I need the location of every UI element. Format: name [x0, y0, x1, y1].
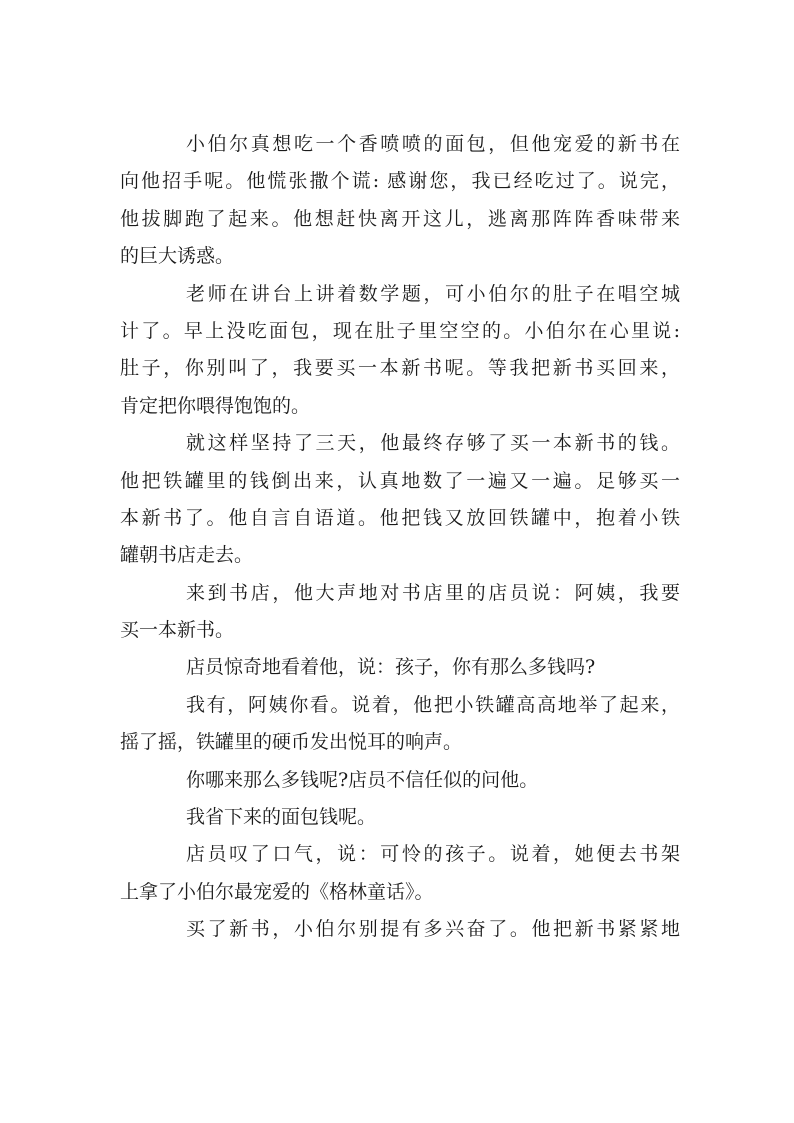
text-line: 上拿了小伯尔最宠爱的《格林童话》。 [120, 880, 434, 903]
story-text-block [120, 126, 680, 949]
text-line: 他拔脚跑了起来。他想赶快离开这儿，逃离那阵阵香味带来 [120, 207, 680, 230]
text-line: 本新书了。他自言自语道。他把钱又放回铁罐中，抱着小铁 [120, 506, 680, 529]
text-line: 他把铁罐里的钱倒出来，认真地数了一遍又一遍。足够买一 [120, 469, 680, 492]
text-line: 肚子，你别叫了，我要买一本新书呢。等我把新书买回来， [120, 357, 680, 380]
text-line: 计了。早上没吃面包，现在肚子里空空的。小伯尔在心里说: [120, 319, 680, 342]
text-line: 肯定把你喂得饱饱的。 [120, 394, 311, 417]
text-line: 买一本新书。 [120, 619, 235, 642]
text-line: 罐朝书店走去。 [120, 544, 254, 567]
text-line: 店员叹了口气，说：可怜的孩子。说着，她便去书架 [186, 843, 680, 866]
text-line: 店员惊奇地看着他，说：孩子，你有那么多钱吗? [186, 656, 596, 679]
text-line: 你哪来那么多钱呢?店员不信任似的问他。 [186, 768, 539, 791]
text-line: 小伯尔真想吃一个香喷喷的面包，但他宠爱的新书在 [186, 133, 680, 155]
text-line: 的巨大诱惑。 [120, 245, 235, 268]
text-line: 买了新书，小伯尔别提有多兴奋了。他把新书紧紧地 [186, 918, 680, 941]
text-line: 我有，阿姨你看。说着，他把小铁罐高高地举了起来， [186, 693, 680, 716]
text-line: 摇了摇，铁罐里的硬币发出悦耳的响声。 [120, 731, 463, 754]
text-line: 老师在讲台上讲着数学题，可小伯尔的肚子在唱空城 [186, 282, 680, 305]
text-line: 来到书店，他大声地对书店里的店员说：阿姨，我要 [186, 581, 680, 604]
text-line: 向他招手呢。他慌张撒个谎: 感谢您，我已经吃过了。说完， [120, 170, 680, 193]
text-line: 就这样坚持了三天，他最终存够了买一本新书的钱。 [186, 432, 680, 455]
text-line: 我省下来的面包钱呢。 [186, 806, 377, 829]
